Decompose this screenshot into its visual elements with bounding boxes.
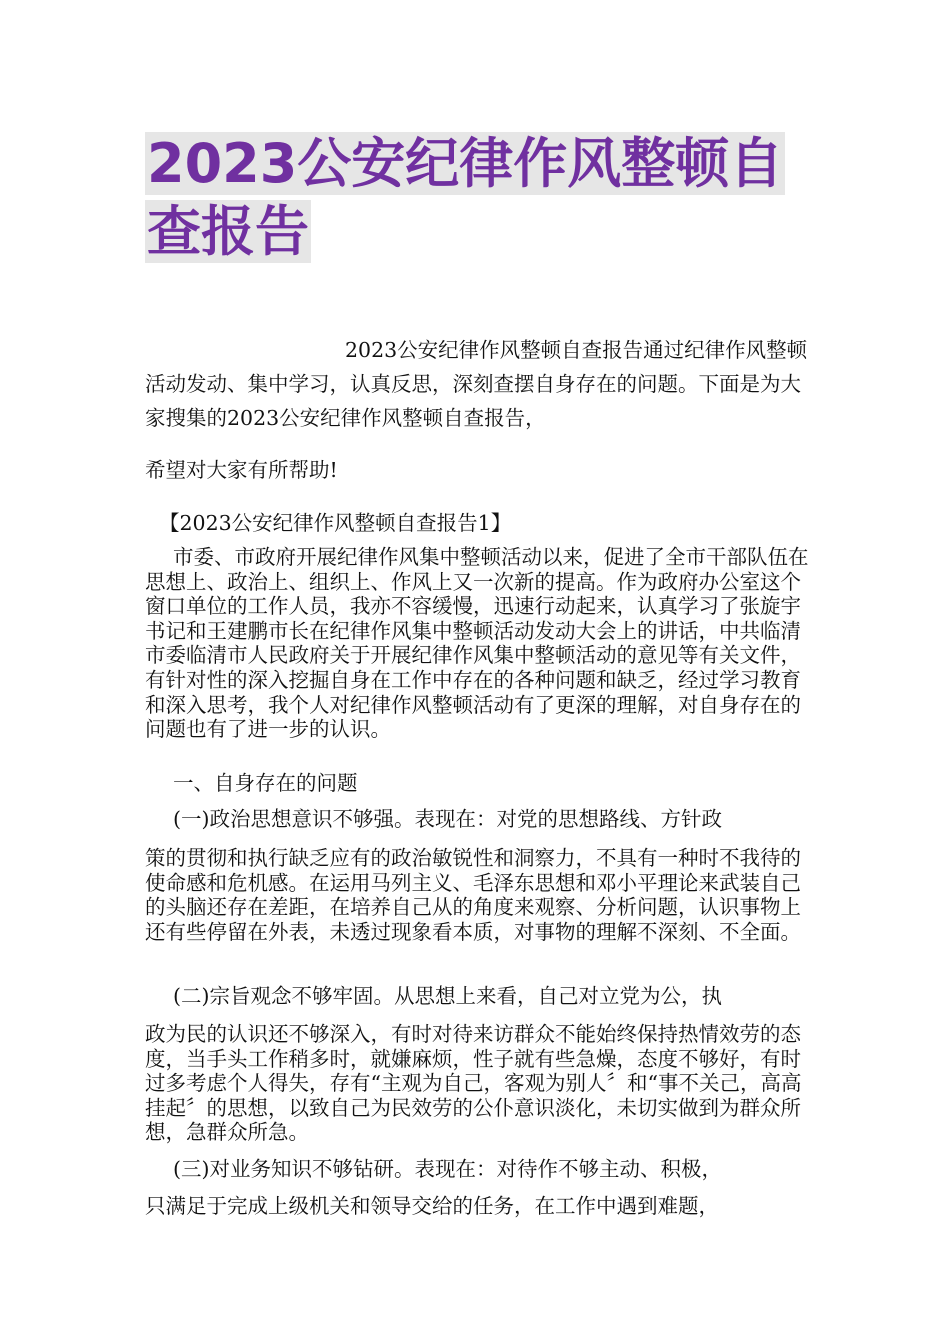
item-3-first-line: (三)对业务知识不够钻研。表现在：对待作不够主动、积极， bbox=[173, 1157, 722, 1181]
body-paragraph: 市委、市政府开展纪律作风集中整顿活动以来，促进了全市干部队伍在思想上、政治上、组织上、作风上又一次新的提高。作为政府办公室这个窗口单位的工作人员，我亦不容缓慢，迅速行动起来，认真学习了张旋宇书记和王建鹏市长在纪律作风集中整顿活动发动大会上的讲话，中共临清市委临清市人民政府关于开展纪律作风集中整顿活动的意见等有关文件，有针对性的深入挖掘自身在工作中存在的各种问题和缺乏，经过学习教育和深入思考，我个人对纪律作风整顿活动有了更深的理解，对自身存在的问题也有了进一步的认识。 bbox=[145, 545, 809, 742]
item-1-body: 策的贯彻和执行缺乏应有的政治敏锐性和洞察力，不具有一种时不我待的使命感和危机感。在运用马列主义、毛泽东思想和邓小平理论来武装自己的头脑还存在差距，在培养自己从的角度来观察、分析问题，认识事物上还有些停留在外表，未透过现象看本质，对事物的理解不深刻、不全面。 bbox=[145, 846, 801, 944]
item-3-body: 只满足于完成上级机关和领导交给的任务，在工作中遇到难题， bbox=[145, 1194, 719, 1218]
document-title-text: 2023公安纪律作风整顿自查报告 bbox=[147, 132, 784, 263]
section-heading: 一、自身存在的问题 bbox=[173, 771, 358, 795]
wish-line: 希望对大家有所帮助! bbox=[145, 458, 338, 482]
report-subheading: 【2023公安纪律作风整顿自查报告1】 bbox=[159, 511, 512, 535]
intro-paragraph: 2023公安纪律作风整顿自查报告通过纪律作风整顿活动发动、集中学习，认真反思，深刻查摆自身存在的问题。下面是为大家搜集的2023公安纪律作风整顿自查报告， bbox=[145, 338, 808, 430]
item-1-first-line: (一)政治思想意识不够强。表现在：对党的思想路线、方针政 bbox=[173, 807, 722, 831]
document-title bbox=[145, 130, 815, 266]
item-2-first-line: (二)宗旨观念不够牢固。从思想上来看，自己对立党为公，执 bbox=[173, 984, 722, 1008]
item-2-body: 政为民的认识还不够深入，有时对待来访群众不能始终保持热情效劳的态度，当手头工作稍多时，就嫌麻烦，性子就有些急燥，态度不够好，有时过多考虑个人得失，存有“主观为自己，客观为别人〞和“事不关己，高高挂起〞的思想，以致自己为民效劳的公仆意识淡化，未切实做到为群众所想，急群众所急。 bbox=[145, 1022, 802, 1145]
